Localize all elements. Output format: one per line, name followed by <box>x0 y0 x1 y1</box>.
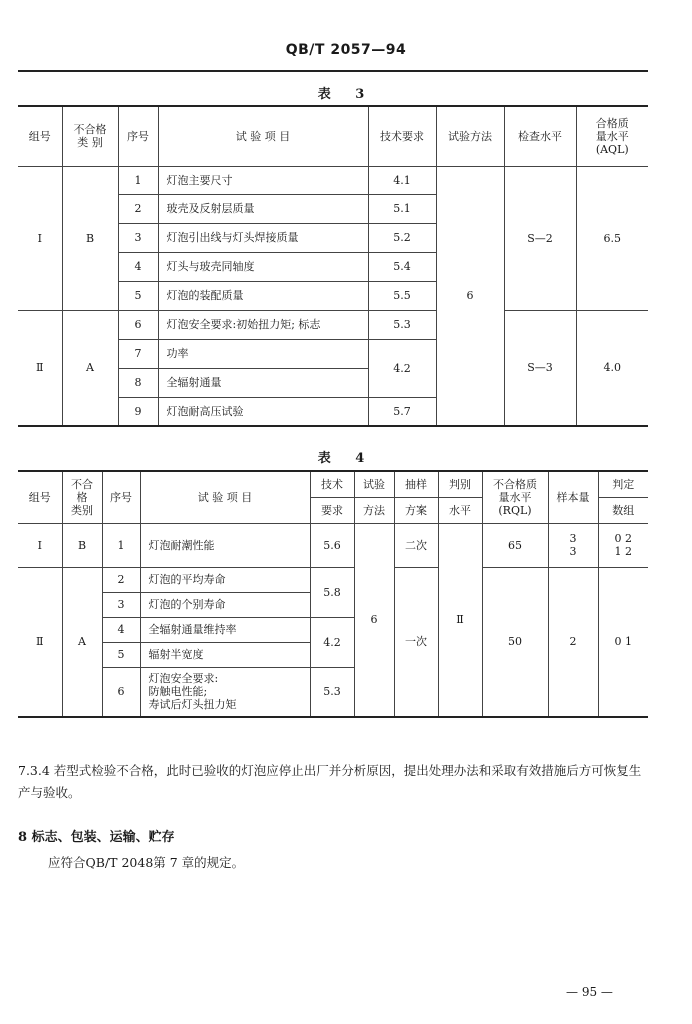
row-number: 5 <box>102 642 140 667</box>
row-number: 4 <box>118 252 158 281</box>
group-number: Ⅰ <box>18 523 62 567</box>
table4-header-cell: 判别 <box>438 471 482 497</box>
rql-value: 65 <box>482 523 548 567</box>
row-number: 6 <box>102 667 140 717</box>
table3-header-cell: 序号 <box>118 106 158 166</box>
group-number: Ⅱ <box>18 310 62 426</box>
aql-value: 4.0 <box>576 310 648 426</box>
tech-requirement: 4.2 <box>310 617 354 667</box>
table4-header-cell: 不合 格 类别 <box>62 471 102 523</box>
table4-header-cell: 不合格质 量水平 (RQL) <box>482 471 548 523</box>
group-number: Ⅱ <box>18 567 62 717</box>
discrimination-level: Ⅱ <box>438 523 482 717</box>
row-number: 9 <box>118 397 158 426</box>
tech-requirement: 5.2 <box>368 223 436 252</box>
tech-requirement: 5.3 <box>368 310 436 339</box>
test-item: 全辐射通量维持率 <box>140 617 310 642</box>
tech-requirement: 5.7 <box>368 397 436 426</box>
row-number: 1 <box>118 166 158 194</box>
inspection-level: S—3 <box>504 310 576 426</box>
table3-header-row <box>18 106 648 166</box>
table4-header-cell: 判定 <box>598 471 648 497</box>
inspection-level: S—2 <box>504 166 576 310</box>
table4-header-cell: 要求 <box>310 497 354 523</box>
table3-header-cell: 试验方法 <box>436 106 504 166</box>
row-number: 3 <box>118 223 158 252</box>
tech-requirement: 5.6 <box>310 523 354 567</box>
section-8-heading: 8 标志、包装、运输、贮存 <box>18 830 175 845</box>
sample-size: 2 <box>548 567 598 717</box>
row-number: 1 <box>102 523 140 567</box>
test-item: 灯泡引出线与灯头焊接质量 <box>158 223 368 252</box>
table3-header-cell: 不合格 类 别 <box>62 106 118 166</box>
defect-category: B <box>62 166 118 310</box>
table4-header-cell: 序号 <box>102 471 140 523</box>
defect-category: A <box>62 310 118 426</box>
test-item: 功率 <box>158 339 368 368</box>
section-8-body: 应符合QB/T 2048第 7 章的规定。 <box>48 855 245 870</box>
row-number: 4 <box>102 617 140 642</box>
row-number: 5 <box>118 281 158 310</box>
tech-requirement: 4.2 <box>368 339 436 397</box>
document-code: QB/T 2057—94 <box>285 42 407 58</box>
sample-size: 3 3 <box>548 523 598 567</box>
clause-7-3-4: 7.3.4 若型式检验不合格，此时已验收的灯泡应停止出厂并分析原因，提出处理办法和采取有效措施后方可恢复生产与验收。 <box>18 763 642 800</box>
table4-header-cell: 方案 <box>394 497 438 523</box>
row-number: 2 <box>102 567 140 592</box>
defect-category: B <box>62 523 102 567</box>
sampling-plan: 一次 <box>394 567 438 717</box>
tech-requirement: 5.8 <box>310 567 354 617</box>
page-number: — 95 — <box>566 985 613 999</box>
table4-header-cell: 数组 <box>598 497 648 523</box>
test-method: 6 <box>354 523 394 717</box>
judgement-array: 0 1 <box>598 567 648 717</box>
test-item: 灯头与玻壳同轴度 <box>158 252 368 281</box>
table4-header-cell: 方法 <box>354 497 394 523</box>
test-item: 玻壳及反射层质量 <box>158 194 368 223</box>
table4-header-cell: 抽样 <box>394 471 438 497</box>
tech-requirement: 5.1 <box>368 194 436 223</box>
table3-header-cell: 合格质 量水平 (AQL) <box>576 106 648 166</box>
row-number: 8 <box>118 368 158 397</box>
table4-header-row <box>18 471 648 497</box>
test-item: 灯泡耐高压试验 <box>158 397 368 426</box>
table-row <box>18 310 648 339</box>
tech-requirement: 5.3 <box>310 667 354 717</box>
table4-header-cell: 试验 <box>354 471 394 497</box>
table-row <box>18 523 648 567</box>
table4-header-cell: 组号 <box>18 471 62 523</box>
test-item: 全辐射通量 <box>158 368 368 397</box>
row-number: 3 <box>102 592 140 617</box>
header-rule <box>18 70 648 72</box>
table-row <box>18 166 648 194</box>
test-item: 灯泡安全要求:初始扭力矩; 标志 <box>158 310 368 339</box>
test-item: 灯泡主要尺寸 <box>158 166 368 194</box>
aql-value: 6.5 <box>576 166 648 310</box>
table4-header-cell: 技术 <box>310 471 354 497</box>
judgement-array: 0 2 1 2 <box>598 523 648 567</box>
table3-header-cell: 检查水平 <box>504 106 576 166</box>
table4-header-cell: 样本量 <box>548 471 598 523</box>
tech-requirement: 4.1 <box>368 166 436 194</box>
table3-header-cell: 组号 <box>18 106 62 166</box>
row-number: 2 <box>118 194 158 223</box>
test-method: 6 <box>436 166 504 426</box>
group-number: Ⅰ <box>18 166 62 310</box>
test-item: 辐射半宽度 <box>140 642 310 667</box>
test-item: 灯泡的个别寿命 <box>140 592 310 617</box>
test-item: 灯泡耐潮性能 <box>140 523 310 567</box>
row-number: 6 <box>118 310 158 339</box>
rql-value: 50 <box>482 567 548 717</box>
table4-header-cell: 水平 <box>438 497 482 523</box>
test-item: 灯泡安全要求: 防触电性能; 寿试后灯头扭力矩 <box>140 667 310 717</box>
row-number: 7 <box>118 339 158 368</box>
test-item: 灯泡的平均寿命 <box>140 567 310 592</box>
table3-caption: 表 3 <box>317 87 375 102</box>
table4-caption: 表 4 <box>317 451 375 466</box>
table-row <box>18 567 648 592</box>
test-item: 灯泡的装配质量 <box>158 281 368 310</box>
table3-header-cell: 试 验 项 目 <box>158 106 368 166</box>
tech-requirement: 5.4 <box>368 252 436 281</box>
table3-header-cell: 技术要求 <box>368 106 436 166</box>
sampling-plan: 二次 <box>394 523 438 567</box>
table-4 <box>18 470 648 718</box>
table4-header-cell: 试 验 项 目 <box>140 471 310 523</box>
tech-requirement: 5.5 <box>368 281 436 310</box>
defect-category: A <box>62 567 102 717</box>
table-3 <box>18 105 648 427</box>
